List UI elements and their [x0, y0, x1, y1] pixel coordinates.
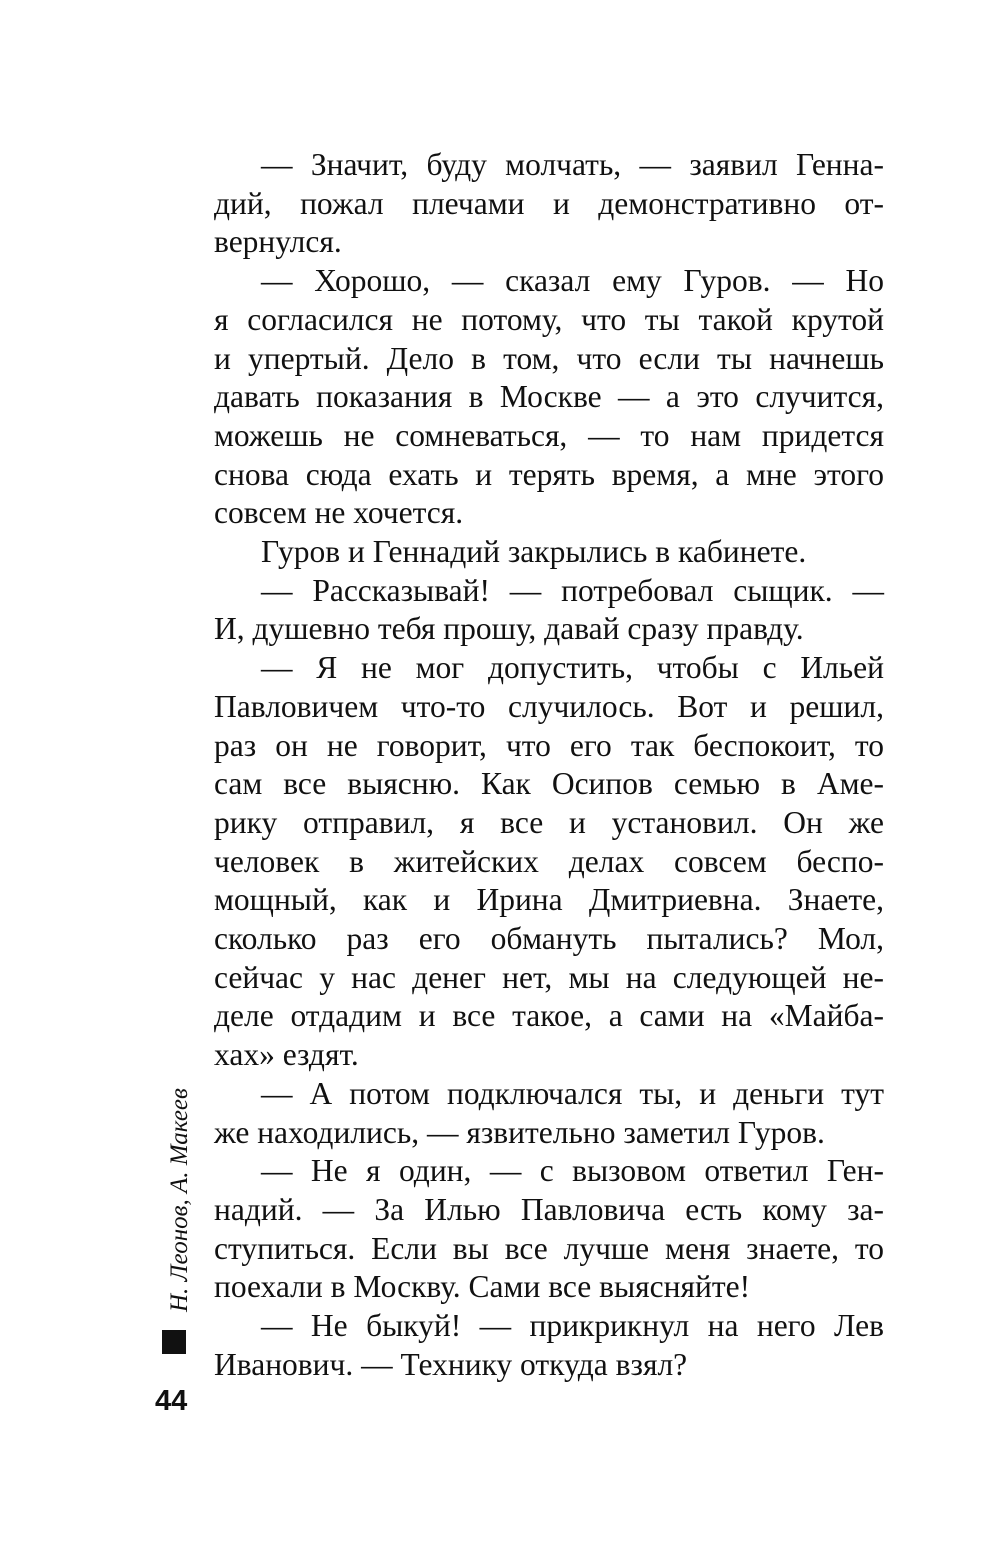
text-line: я согласился не потому, что ты такой крутой [214, 301, 884, 337]
text-line: — Значит, буду молчать, — заявил Генна- [261, 147, 884, 182]
text-line: мощный, как и Ирина Дмитриевна. Знаете, [214, 882, 884, 918]
text-line: поехали в Москву. Сами все выясняйте! [214, 1269, 751, 1305]
text-line: Гуров и Геннадий закрылись в кабинете. [261, 534, 807, 570]
text-line: же находились, — язвительно заметил Гуров. [214, 1114, 825, 1150]
text-line: совсем не хочется. [214, 495, 464, 531]
text-line: вернулся. [214, 224, 342, 260]
text-line: — А потом подключался ты, и деньги тут [261, 1075, 884, 1111]
running-head-authors: Н. Леонов, А. Макеев [166, 1088, 193, 1312]
text-line: хах» ездят. [214, 1037, 359, 1073]
text-line: Павловичем что-то случилось. Вот и решил, [214, 688, 884, 724]
text-line: дий, пожал плечами и демонстративно от- [214, 185, 884, 221]
text-line: раз он не говорит, что его так беспокоит, то [214, 727, 884, 763]
text-line: — Не быкуй! — прикрикнул на него Лев [261, 1308, 884, 1344]
text-line: ступиться. Если вы все лучше меня знаете, то [214, 1230, 884, 1266]
text-line: И, душевно тебя прошу, давай сразу правду. [214, 611, 804, 647]
running-head [162, 1062, 198, 1312]
text-line: сейчас у нас денег нет, мы на следующей не- [214, 959, 884, 995]
text-line: Иванович. — Технику откуда взял? [214, 1346, 688, 1382]
text-line: можешь не сомневаться, — то нам придется [214, 417, 884, 453]
text-line: и упертый. Дело в том, что если ты начнешь [214, 340, 884, 376]
text-line: снова сюда ехать и терять время, а мне этого [214, 456, 884, 492]
page-number: 44 [155, 1385, 188, 1417]
text-line: — Не я один, — с вызовом ответил Ген- [261, 1153, 884, 1189]
body-text [214, 146, 884, 1385]
text-line: — Я не мог допустить, чтобы с Ильей [261, 650, 884, 686]
text-line: человек в житейских делах совсем беспо- [214, 843, 884, 879]
text-line: сколько раз его обмануть пытались? Мол, [214, 921, 884, 957]
text-line: давать показания в Москве — а это случится, [214, 379, 884, 415]
text-line: рику отправил, я все и установил. Он же [214, 804, 884, 840]
text-line: деле отдадим и все такое, а сами на «Майба- [214, 998, 884, 1034]
square-marker-icon [162, 1330, 186, 1354]
text-line: сам все выясню. Как Осипов семью в Аме- [214, 766, 884, 802]
text-line: — Рассказывай! — потребовал сыщик. — [261, 572, 884, 608]
text-line: — Хорошо, — сказал ему Гуров. — Но [261, 263, 884, 299]
text-line: надий. — За Илью Павловича есть кому за- [214, 1191, 884, 1227]
